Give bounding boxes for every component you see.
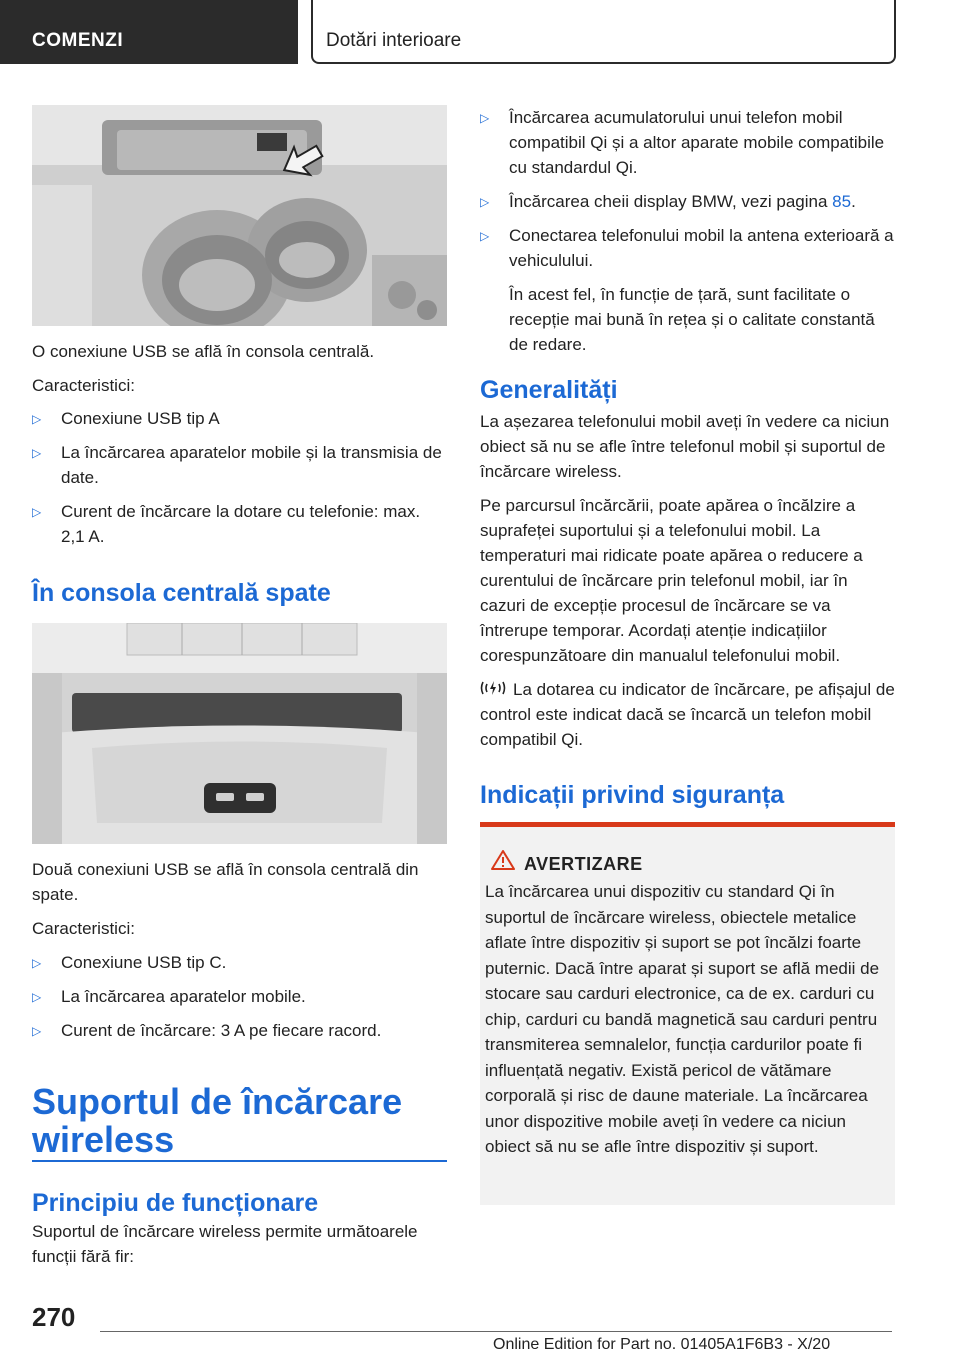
triangle-bullet-icon: ▷ (32, 446, 42, 460)
warning-box (480, 822, 895, 1205)
list-item: ▷ Curent de încărcare la dotare cu telefonie: max. 2,1 A. (32, 502, 421, 546)
front-usb-caption: O conexiune USB se află în consola centrală. (32, 342, 375, 361)
triangle-bullet-icon: ▷ (32, 412, 42, 426)
triangle-bullet-icon: ▷ (32, 956, 42, 970)
features-label: Caracteristici: (32, 376, 135, 395)
triangle-bullet-icon: ▷ (32, 505, 42, 519)
general-paragraph: La așezarea telefonului mobil aveți în vedere ca niciun obiect să nu se afle între telefonul mobil și suportul de încărcare wireless. (480, 412, 890, 481)
list-item: ▷ Conectarea telefonului mobil la antena exterioară a vehiculului. (480, 226, 894, 270)
general-paragraph: Pe parcursul încărcării, poate apărea o încălzire a suprafeței suportului și a telefonului mobil. La temperaturi mai ridicate poate apărea o reducere a curentului de încărcare prin telefonul mobil, iar în cazuri de excepție procesul de încărcare se va întrerupe temporar. Acordați atenție indicațiilor corespunzătoare din manualul telefonului mobil. (480, 496, 863, 665)
rear-console-usb-photo (32, 623, 447, 844)
list-item: ▷ Încărcarea acumulatorului unui telefon mobil compatibil Qi și a altor aparate mobile compatibile cu standardul Qi. (480, 108, 885, 177)
chapter-title: COMENZI (32, 30, 124, 51)
list-item: ▷ La încărcarea aparatelor mobile și la transmisia de date. (32, 443, 442, 487)
charging-indicator-icon (480, 678, 506, 705)
heading-rule (32, 1160, 447, 1162)
section-title: Dotări interioare (326, 30, 462, 51)
general-paragraph: La dotarea cu indicator de încărcare, pe afișajul de control este indicat dacă se încarcă un telefon mobil compatibil Qi. (480, 680, 895, 749)
rear-console-heading: În consola centrală spate (32, 579, 331, 607)
page-link[interactable]: 85 (832, 192, 852, 211)
operating-principle-heading: Principiu de funcționare (32, 1189, 319, 1217)
chapter-tab (0, 0, 298, 64)
antenna-note: În acest fel, în funcție de țară, sunt facilitate o recepție mai bună în rețea și o calitate constantă de redare. (509, 285, 875, 354)
triangle-bullet-icon: ▷ (32, 990, 42, 1004)
list-item: ▷ La încărcarea aparatelor mobile. (32, 984, 447, 1009)
list-item: ▷ Curent de încărcare: 3 A pe fiecare racord. (32, 1018, 447, 1043)
triangle-bullet-icon: ▷ (32, 1024, 42, 1038)
triangle-bullet-icon: ▷ (480, 111, 490, 125)
triangle-bullet-icon: ▷ (480, 229, 490, 243)
safety-heading: Indicații privind siguranța (480, 781, 785, 809)
list-item: ▷ Conexiune USB tip C. (32, 950, 447, 975)
footer-rule (100, 1331, 892, 1332)
triangle-bullet-icon: ▷ (480, 195, 490, 209)
general-heading: Generalități (480, 376, 618, 404)
warning-triangle-icon (490, 849, 516, 876)
page-number: 270 (32, 1302, 76, 1332)
front-console-usb-photo (32, 105, 447, 326)
features-label: Caracteristici: (32, 919, 135, 938)
edition-text: Online Edition for Part no. 01405A1F6B3 - X/20 (493, 1336, 831, 1353)
rear-usb-caption: Două conexiuni USB se află în consola centrală din spate. (32, 860, 419, 904)
list-item: ▷ Conexiune USB tip A (32, 406, 447, 431)
warning-text: La încărcarea unui dispozitiv cu standard Qi în suportul de încărcare wireless, obiectele metalice aflate între dispozitiv și suport se pot încălzi foarte puternic. Dacă între aparat și suport se află medii de stocare sau carduri electronice, ca de ex. carduri cu chip, carduri cu bandă magnetică sau carduri pentru transmiterea semnalelor, funcția cardurilor poate fi influențată negativ. Există pericol de vătămare corporală și risc de daune materiale. La încărcarea unor dispozitive mobile aveți în vedere ca niciun obiect să nu se afle între dispozitiv și suport. (485, 882, 880, 1156)
list-item: ▷ Încărcarea cheii display BMW, vezi pagina 85. (480, 189, 895, 214)
wireless-charging-heading: Suportul de încărcare wireless (32, 1081, 403, 1160)
section-tab (311, 0, 896, 64)
principle-text: Suportul de încărcare wireless permite următoarele funcții fără fir: (32, 1222, 418, 1266)
warning-title: AVERTIZARE (524, 854, 643, 874)
